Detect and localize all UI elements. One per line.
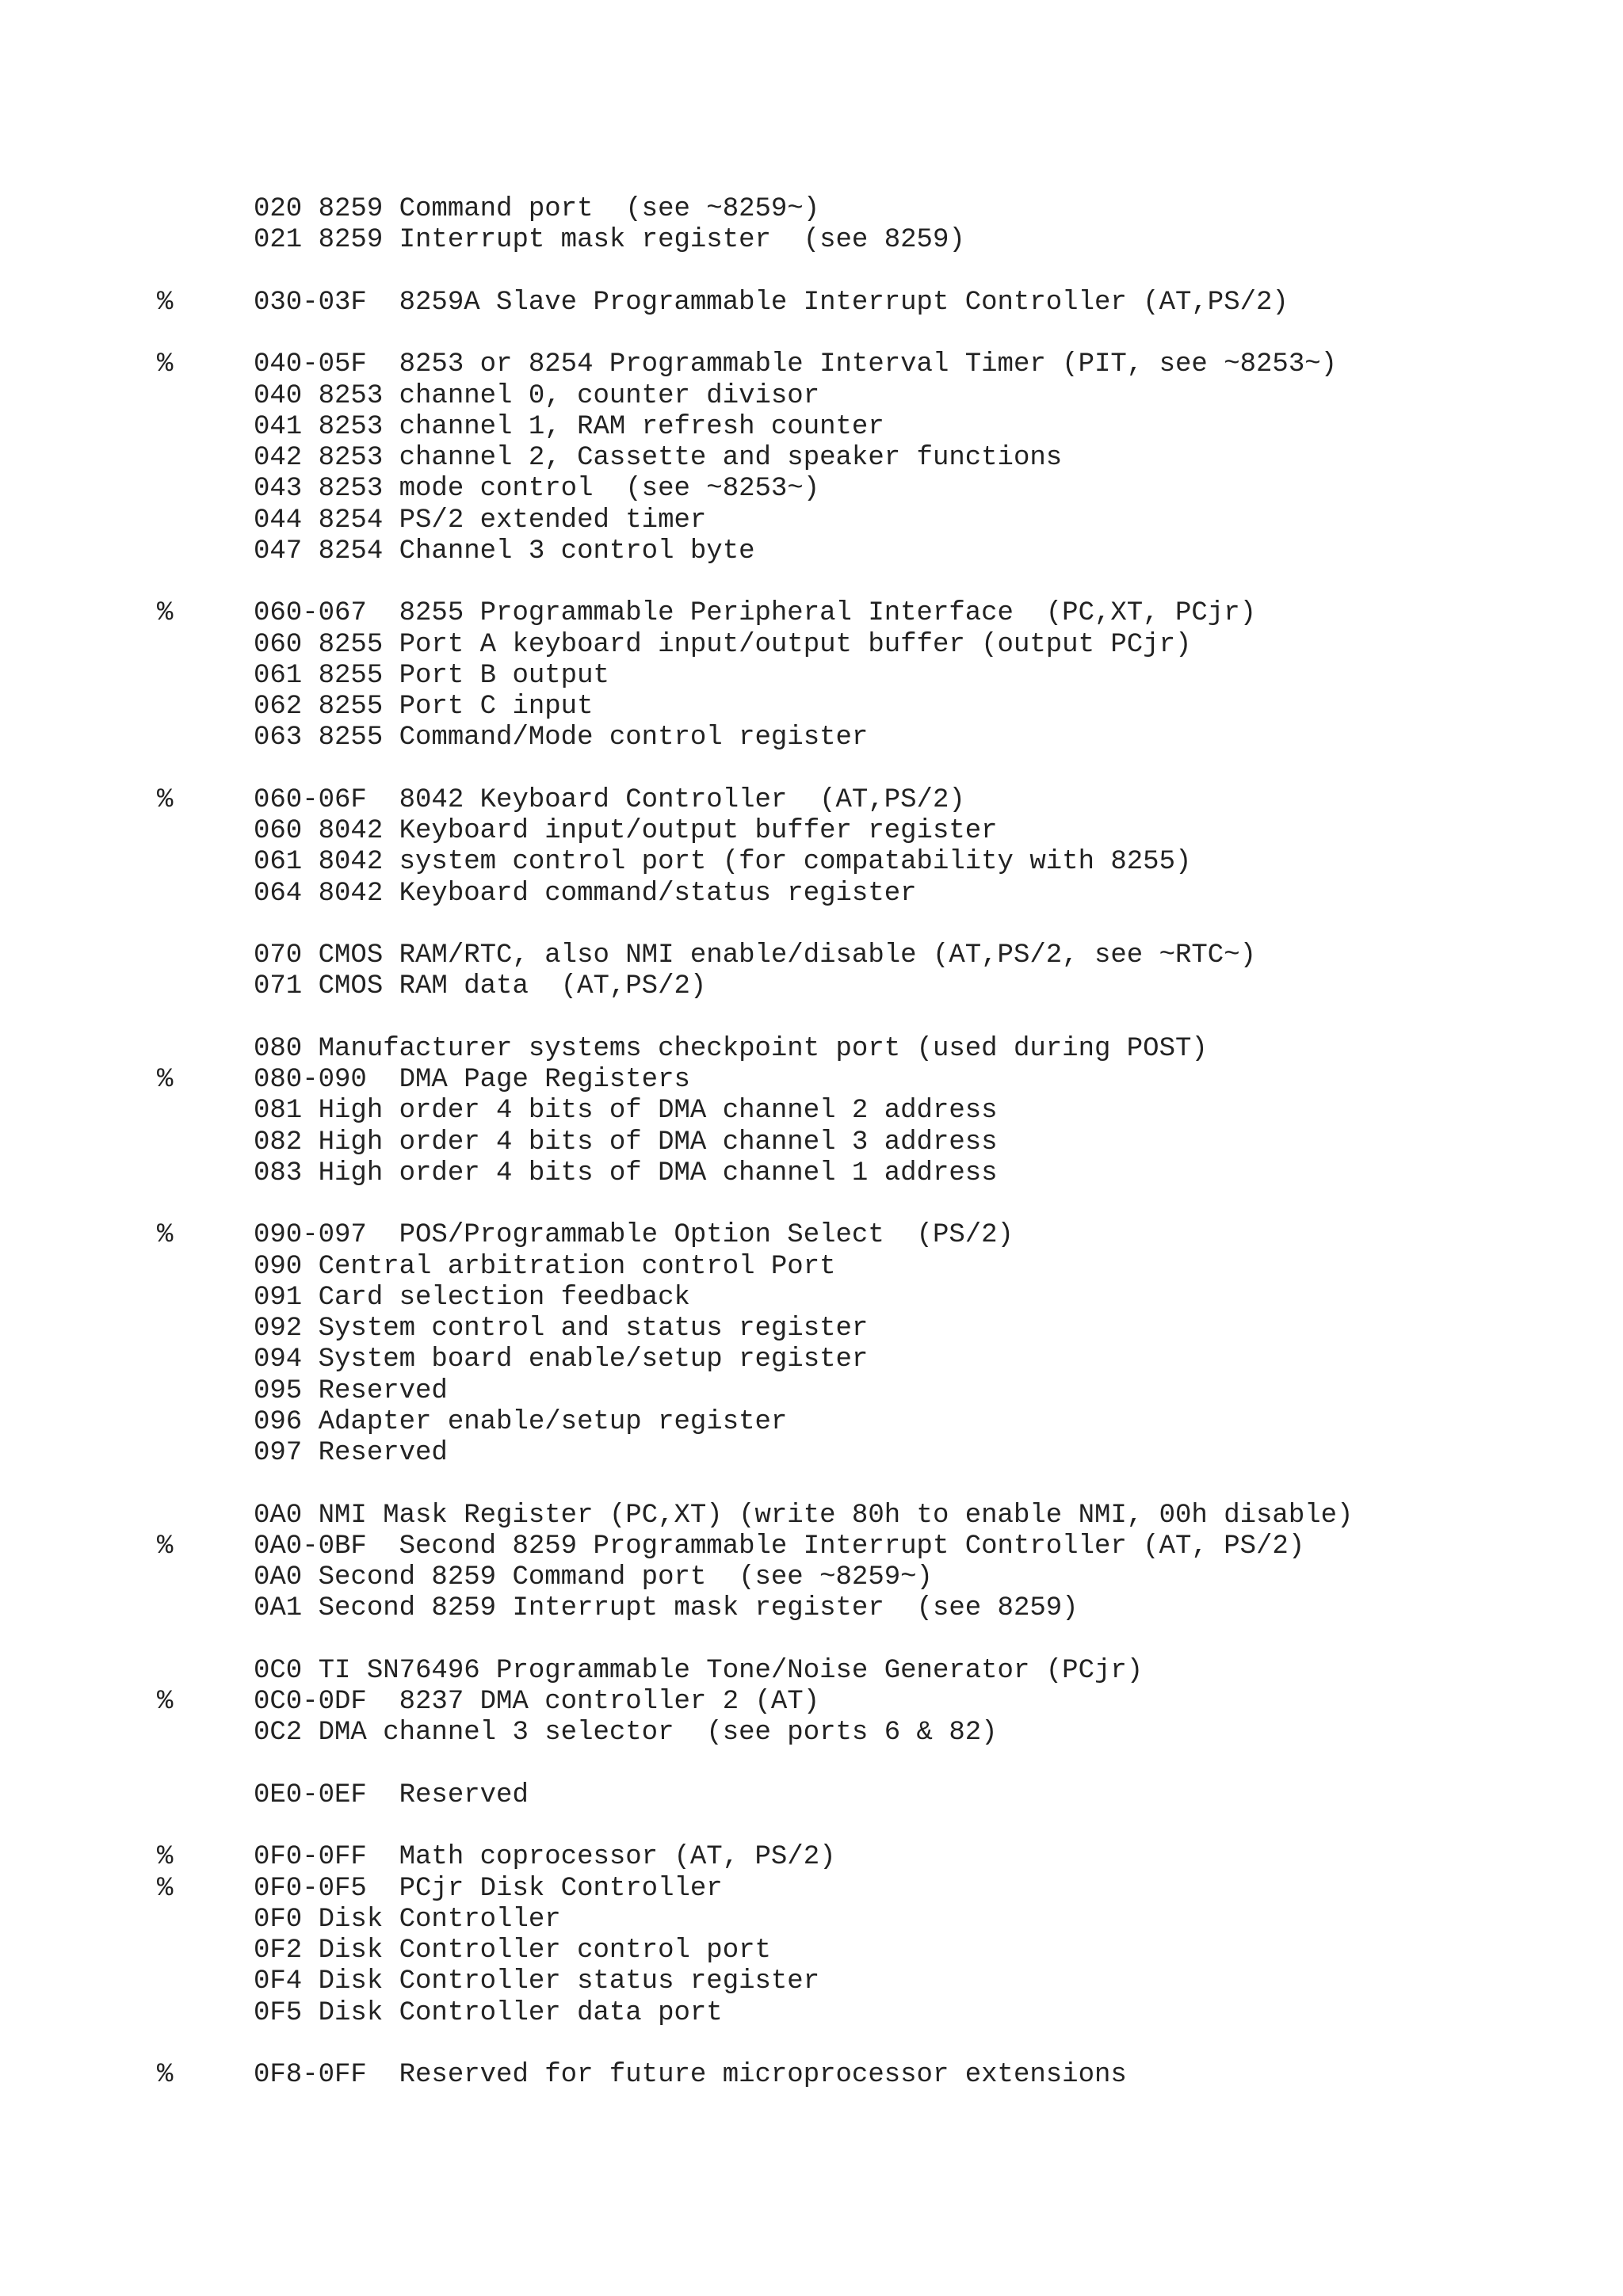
port-entry-line: 063 8255 Command/Mode control register xyxy=(254,723,869,753)
port-entry-line: 0C0 TI SN76496 Programmable Tone/Noise Generator (PCjr) xyxy=(254,1655,1144,1686)
port-entry-line: 0F4 Disk Controller status register xyxy=(254,1966,820,1997)
listing-line xyxy=(157,940,1583,971)
listing-line xyxy=(157,1344,1583,1375)
blank-line xyxy=(157,567,1583,598)
listing-line xyxy=(157,1780,1583,1811)
section-marker: % xyxy=(157,2060,174,2090)
port-entry-line: 060 8042 Keyboard input/output buffer register xyxy=(254,816,998,846)
listing-line xyxy=(157,536,1583,567)
listing-line xyxy=(157,288,1583,318)
port-entry-line: 083 High order 4 bits of DMA channel 1 address xyxy=(254,1158,998,1188)
blank-line xyxy=(157,1003,1583,1034)
section-marker: % xyxy=(157,1687,174,1717)
listing-line xyxy=(157,1127,1583,1158)
listing-line xyxy=(157,1252,1583,1283)
listing-line xyxy=(157,1531,1583,1562)
listing-line xyxy=(157,1220,1583,1251)
port-entry-line: 090 Central arbitration control Port xyxy=(254,1251,836,1282)
blank-line xyxy=(157,257,1583,288)
port-entry-line: 096 Adapter enable/setup register xyxy=(254,1406,788,1437)
blank-line xyxy=(157,318,1583,349)
port-entry-line: 043 8253 mode control (see ~8253~) xyxy=(254,474,820,505)
port-entry-line: 081 High order 4 bits of DMA channel 2 address xyxy=(254,1096,998,1127)
listing-line xyxy=(157,1842,1583,1873)
listing-line xyxy=(157,1656,1583,1687)
listing-line xyxy=(157,1438,1583,1469)
listing-line xyxy=(157,412,1583,443)
port-entry-line: 0A0 NMI Mask Register (PC,XT) (write 80h to enable NMI, 00h disable) xyxy=(254,1500,1354,1531)
blank-line xyxy=(157,910,1583,940)
port-entry-line: 061 8042 system control port (for compatability with 8255) xyxy=(254,847,1192,878)
listing-line xyxy=(157,630,1583,661)
listing-line xyxy=(157,349,1583,380)
blank-line xyxy=(157,754,1583,785)
listing-line xyxy=(157,505,1583,536)
section-range-line: 090-097 POS/Programmable Option Select (PS/2) xyxy=(254,1220,1014,1251)
port-entry-line: 061 8255 Port B output xyxy=(254,660,609,691)
section-marker: % xyxy=(157,1531,174,1562)
section-marker: % xyxy=(157,287,174,318)
port-entry-line: 095 Reserved xyxy=(254,1375,448,1406)
listing-line xyxy=(157,381,1583,412)
listing-line xyxy=(157,879,1583,910)
listing-line xyxy=(157,1998,1583,2029)
listing-line xyxy=(157,971,1583,1002)
port-entry-line: 0A1 Second 8259 Interrupt mask register (see 8259) xyxy=(254,1593,1079,1624)
blank-line xyxy=(157,1469,1583,1500)
port-entry-line: 0F2 Disk Controller control port xyxy=(254,1936,771,1966)
port-entry-line: 092 System control and status register xyxy=(254,1314,869,1344)
listing-line xyxy=(157,785,1583,816)
listing-line xyxy=(157,1314,1583,1344)
port-entry-line: 064 8042 Keyboard command/status register xyxy=(254,878,917,909)
listing-line xyxy=(157,474,1583,505)
port-entry-line: 0C2 DMA channel 3 selector (see ports 6 & 82) xyxy=(254,1718,998,1749)
port-entry-line: 0F0 Disk Controller xyxy=(254,1904,561,1935)
port-entry-line: 044 8254 PS/2 extended timer xyxy=(254,505,707,536)
port-entry-line: 060 8255 Port A keyboard input/output buffer (output PCjr) xyxy=(254,629,1192,660)
port-entry-line: 0A0 Second 8259 Command port (see ~8259~) xyxy=(254,1562,933,1592)
listing-line xyxy=(157,847,1583,878)
port-entry-line: 080 Manufacturer systems checkpoint port (used during POST) xyxy=(254,1033,1208,1064)
listing-line xyxy=(157,1966,1583,1997)
port-entry-line: 091 Card selection feedback xyxy=(254,1282,690,1313)
port-entry-line: 047 8254 Channel 3 control byte xyxy=(254,536,755,566)
port-entry-line: 070 CMOS RAM/RTC, also NMI enable/disable (AT,PS/2, see ~RTC~) xyxy=(254,940,1257,971)
blank-line xyxy=(157,1749,1583,1780)
listing-line xyxy=(157,1687,1583,1718)
port-entry-line: 082 High order 4 bits of DMA channel 3 address xyxy=(254,1127,998,1158)
listing-line xyxy=(157,1407,1583,1438)
port-entry-line: 062 8255 Port C input xyxy=(254,692,594,722)
listing-line xyxy=(157,1562,1583,1593)
section-range-line: 0F8-0FF Reserved for future microprocessor extensions xyxy=(254,2060,1127,2090)
section-marker: % xyxy=(157,349,174,380)
port-entry-line: 097 Reserved xyxy=(254,1438,448,1468)
port-entry-line: 040 8253 channel 0, counter divisor xyxy=(254,380,820,411)
section-range-line: 030-03F 8259A Slave Programmable Interrupt Controller (AT,PS/2) xyxy=(254,287,1289,318)
listing-line xyxy=(157,1501,1583,1531)
section-range-line: 080-090 DMA Page Registers xyxy=(254,1065,690,1095)
section-marker: % xyxy=(157,598,174,629)
section-marker: % xyxy=(157,784,174,815)
listing-line xyxy=(157,194,1583,225)
port-entry-line: 042 8253 channel 2, Cassette and speaker functions xyxy=(254,443,1063,473)
section-range-line: 0F0-0FF Math coprocessor (AT, PS/2) xyxy=(254,1842,836,1873)
listing-line xyxy=(157,816,1583,847)
blank-line xyxy=(157,1189,1583,1220)
listing-line xyxy=(157,692,1583,723)
port-listing xyxy=(157,194,1583,2091)
listing-line xyxy=(157,1905,1583,1936)
listing-line xyxy=(157,1158,1583,1189)
listing-line xyxy=(157,1593,1583,1624)
section-range-line: 0F0-0F5 PCjr Disk Controller xyxy=(254,1873,723,1904)
section-range-line: 060-067 8255 Programmable Peripheral Interface (PC,XT, PCjr) xyxy=(254,598,1257,629)
port-entry-line: 071 CMOS RAM data (AT,PS/2) xyxy=(254,971,707,1002)
port-entry-line: 041 8253 channel 1, RAM refresh counter xyxy=(254,411,884,442)
listing-line xyxy=(157,1283,1583,1314)
blank-line xyxy=(157,1811,1583,1842)
listing-line xyxy=(157,1936,1583,1966)
listing-line xyxy=(157,443,1583,474)
listing-line xyxy=(157,225,1583,256)
listing-line xyxy=(157,1874,1583,1905)
section-marker: % xyxy=(157,1842,174,1873)
port-entry-line: 094 System board enable/setup register xyxy=(254,1344,869,1375)
section-range-line: 0A0-0BF Second 8259 Programmable Interrupt Controller (AT, PS/2) xyxy=(254,1531,1305,1562)
section-marker: % xyxy=(157,1065,174,1095)
listing-line xyxy=(157,1065,1583,1096)
port-entry-line: 0E0-0EF Reserved xyxy=(254,1779,529,1810)
section-marker: % xyxy=(157,1873,174,1904)
listing-line xyxy=(157,1034,1583,1065)
port-entry-line: 020 8259 Command port (see ~8259~) xyxy=(254,194,820,224)
listing-line xyxy=(157,2060,1583,2091)
section-range-line: 060-06F 8042 Keyboard Controller (AT,PS/2) xyxy=(254,784,965,815)
listing-line xyxy=(157,723,1583,753)
section-range-line: 0C0-0DF 8237 DMA controller 2 (AT) xyxy=(254,1687,820,1717)
listing-line xyxy=(157,1096,1583,1127)
blank-line xyxy=(157,2029,1583,2060)
port-entry-line: 021 8259 Interrupt mask register (see 8259) xyxy=(254,225,965,256)
listing-line xyxy=(157,1376,1583,1407)
section-marker: % xyxy=(157,1220,174,1251)
section-range-line: 040-05F 8253 or 8254 Programmable Interval Timer (PIT, see ~8253~) xyxy=(254,349,1338,380)
blank-line xyxy=(157,1625,1583,1656)
listing-line xyxy=(157,1718,1583,1749)
listing-line xyxy=(157,661,1583,692)
listing-line xyxy=(157,598,1583,629)
port-entry-line: 0F5 Disk Controller data port xyxy=(254,1997,723,2028)
